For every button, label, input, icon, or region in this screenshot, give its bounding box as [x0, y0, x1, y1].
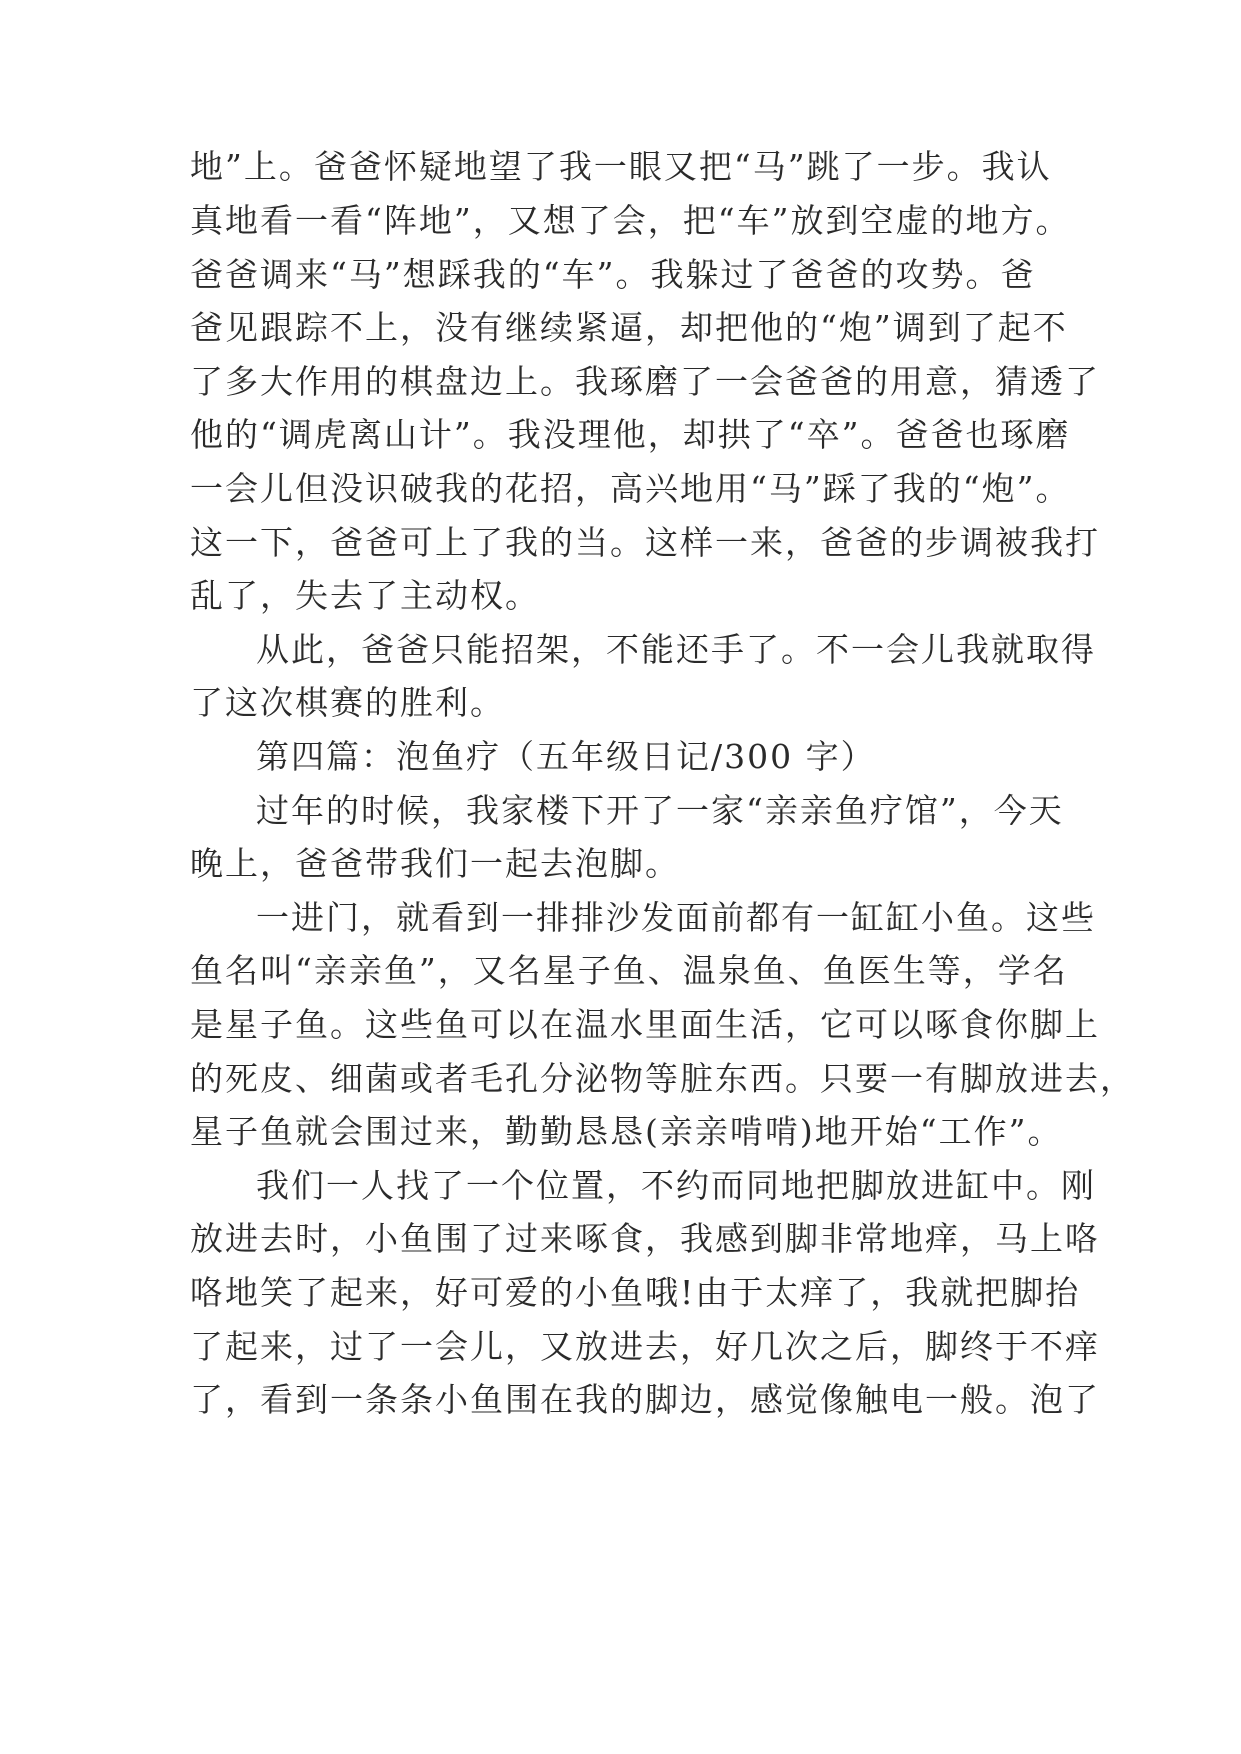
paragraph-first-line: 过年的时候，我家楼下开了一家“亲亲鱼疗馆”，今天	[256, 791, 1064, 830]
text-line: 爸见跟踪不上，没有继续紧逼，却把他的“炮”调到了起不	[190, 308, 1068, 347]
text-line: 真地看一看“阵地”，又想了会，把“车”放到空虚的地方。	[190, 201, 1071, 240]
text-line: 他的“调虎离山计”。我没理他，却拱了“卒”。爸爸也琢磨	[190, 415, 1071, 454]
text-line: 了多大作用的棋盘边上。我琢磨了一会爸爸的用意，猜透了	[190, 362, 1100, 401]
text-line: 咯地笑了起来，好可爱的小鱼哦!由于太痒了，我就把脚抬	[190, 1273, 1081, 1312]
text-line: 乱了，失去了主动权。	[190, 576, 540, 615]
text-line: 一会儿但没识破我的花招，高兴地用“马”踩了我的“炮”。	[190, 469, 1071, 508]
text-line: 的死皮、细菌或者毛孔分泌物等脏东西。只要一有脚放进去，	[190, 1059, 1135, 1098]
text-line: 放进去时，小鱼围了过来啄食，我感到脚非常地痒，马上咯	[190, 1219, 1100, 1258]
paragraph-first-line: 一进门，就看到一排排沙发面前都有一缸缸小鱼。这些	[256, 898, 1096, 937]
text-line: 这一下，爸爸可上了我的当。这样一来，爸爸的步调被我打	[190, 523, 1100, 562]
text-line: 地”上。爸爸怀疑地望了我一眼又把“马”跳了一步。我认	[190, 147, 1052, 186]
text-line: 是星子鱼。这些鱼可以在温水里面生活，它可以啄食你脚上	[190, 1005, 1100, 1044]
paragraph-first-line: 从此，爸爸只能招架，不能还手了。不一会儿我就取得	[256, 630, 1096, 669]
text-line: 了，看到一条条小鱼围在我的脚边，感觉像触电一般。泡了	[190, 1380, 1100, 1419]
text-line: 爸爸调来“马”想踩我的“车”。我躲过了爸爸的攻势。爸	[190, 255, 1036, 294]
text-line: 了这次棋赛的胜利。	[190, 683, 505, 722]
text-line: 晚上，爸爸带我们一起去泡脚。	[190, 844, 680, 883]
text-line: 星子鱼就会围过来，勤勤恳恳(亲亲啃啃)地开始“工作”。	[190, 1112, 1063, 1151]
text-line: 鱼名叫“亲亲鱼”，又名星子鱼、温泉鱼、鱼医生等，学名	[190, 951, 1068, 990]
paragraph-first-line: 我们一人找了一个位置，不约而同地把脚放进缸中。刚	[256, 1166, 1096, 1205]
section-heading: 第四篇：泡鱼疗（五年级日记/300 字）	[256, 737, 876, 776]
text-line: 了起来，过了一会儿，又放进去，好几次之后，脚终于不痒	[190, 1327, 1100, 1366]
